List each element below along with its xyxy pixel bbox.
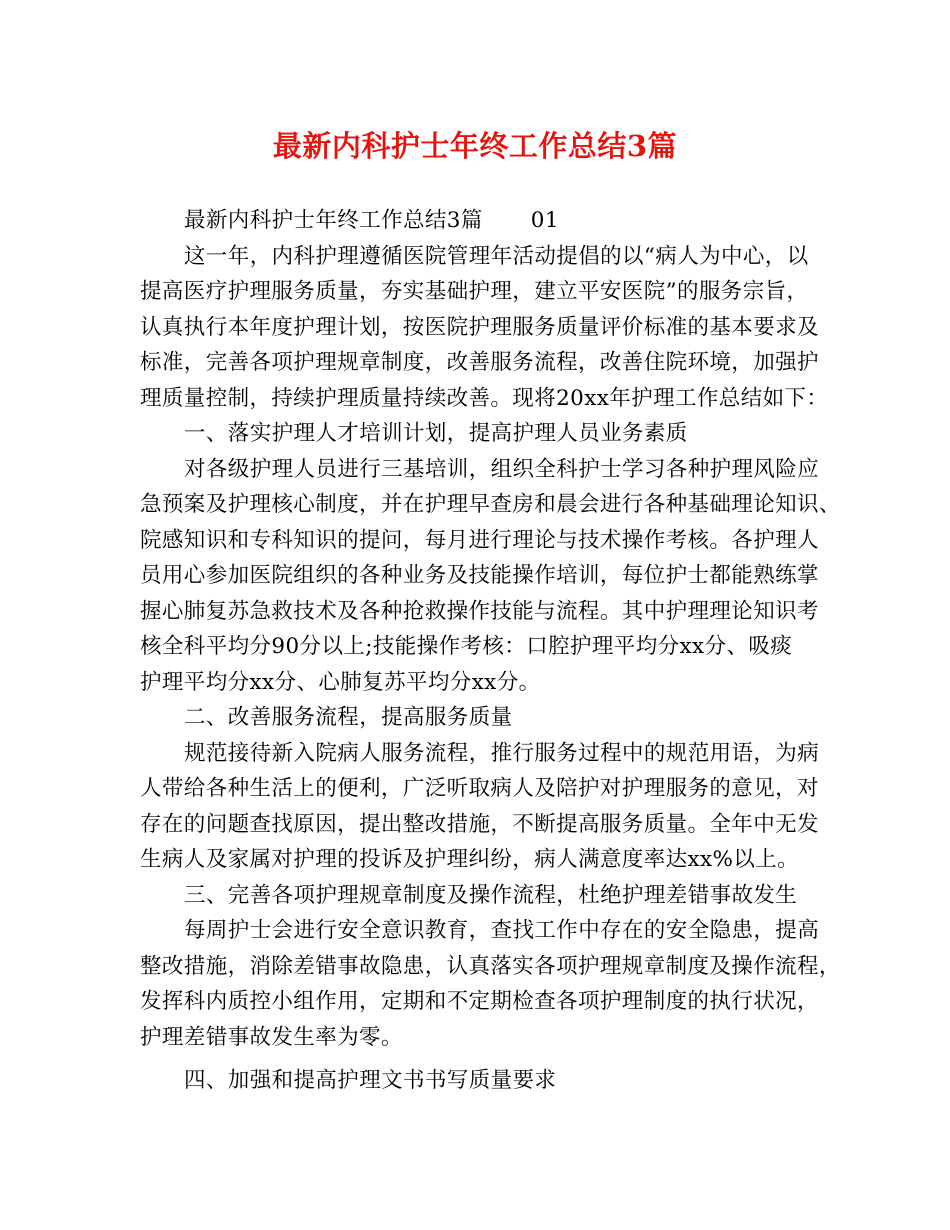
paragraph-line: 存在的问题查找原因，提出整改措施，不断提高服务质量。全年中无发 xyxy=(140,811,819,837)
document-title: 最新内科护士年终工作总结3篇 xyxy=(272,129,678,163)
paragraph-line: 人带给各种生活上的便利，广泛听取病人及陪护对护理服务的意见，对 xyxy=(140,776,819,801)
paragraph-line: 理质量控制，持续护理质量持续改善。现将20xx年护理工作总结如下： xyxy=(140,385,829,411)
paragraph-line: 护理平均分xx分、心肺复苏平均分xx分。 xyxy=(140,669,541,695)
paragraph-line: 这一年，内科护理遵循医院管理年活动提倡的以“病人为中心，以 xyxy=(184,243,809,269)
paragraph-line: 每周护士会进行安全意识教育，查找工作中存在的安全隐患，提高 xyxy=(184,918,820,943)
paragraph-line: 发挥科内质控小组作用，定期和不定期检查各项护理制度的执行状况， xyxy=(140,989,819,1014)
paragraph-container xyxy=(140,239,841,1099)
subtitle-number: 01 xyxy=(530,208,559,233)
paragraph-line: 员用心参加医院组织的各种业务及技能操作培训，每位护士都能熟练掌 xyxy=(140,563,819,588)
paragraph-line: 院感知识和专科知识的提问，每月进行理论与技术操作考核。各护理人 xyxy=(140,527,819,553)
paragraph-line: 整改措施，消除差错事故隐患，认真落实各项护理规章制度及操作流程， xyxy=(140,953,841,979)
section-heading: 三、完善各项护理规章制度及操作流程，杜绝护理差错事故发生 xyxy=(184,882,798,908)
paragraph-line: 认真执行本年度护理计划，按医院护理服务质量评价标准的基本要求及 xyxy=(140,314,819,340)
paragraph-line: 规范接待新入院病人服务流程，推行服务过程中的规范用语，为病 xyxy=(184,740,820,766)
section-gap xyxy=(140,1055,826,1063)
paragraph-line: 握心肺复苏急救技术及各种抢救操作技能与流程。其中护理理论知识考 xyxy=(140,598,819,624)
section-heading: 一、落实护理人才培训计划，提高护理人员业务素质 xyxy=(184,421,688,446)
paragraph-line: 提高医疗护理服务质量，夯实基础护理，建立平安医院”的服务宗旨， xyxy=(140,279,809,304)
paragraph-line: 标准，完善各项护理规章制度，改善服务流程，改善住院环境，加强护 xyxy=(140,350,819,375)
paragraph-line: 核全科平均分90分以上;技能操作考核：口腔护理平均分xx分、吸痰 xyxy=(140,634,793,659)
document-body xyxy=(140,203,841,1099)
paragraph-line: 对各级护理人员进行三基培训，组织全科护士学习各种护理风险应 xyxy=(184,456,820,482)
paragraph-line: 护理差错事故发生率为零。 xyxy=(140,1024,403,1050)
paragraph-line: 急预案及护理核心制度，并在护理早查房和晨会进行各种基础理论知识、 xyxy=(140,492,841,517)
subtitle-text: 最新内科护士年终工作总结3篇 xyxy=(184,208,483,233)
section-heading: 二、改善服务流程，提高服务质量 xyxy=(184,705,513,730)
paragraph-line: 生病人及家属对护理的投诉及护理纠纷，病人满意度率达xx%以上。 xyxy=(140,847,800,872)
section-heading: 四、加强和提高护理文书书写质量要求 xyxy=(184,1068,557,1093)
document-subtitle xyxy=(140,203,826,239)
